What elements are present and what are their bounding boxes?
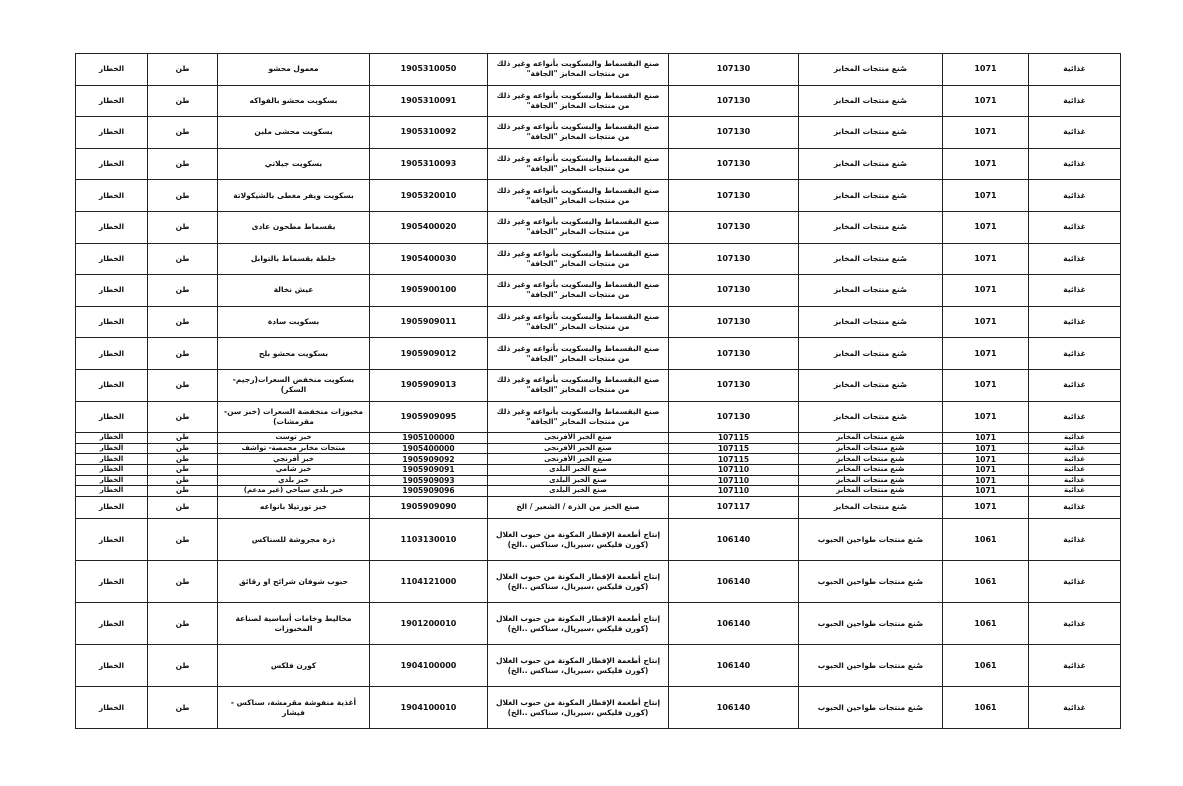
sector-cell: غذائية (1029, 117, 1121, 149)
sector-cell: غذائية (1029, 433, 1121, 444)
activity-cell: صنع البقسماط والبسكويت بأنواعه وغير ذلك من منتجات المخابز "الجافة" (488, 338, 669, 370)
isic-code-cell: 1071 (943, 433, 1029, 444)
table-row (76, 433, 1121, 444)
unit-cell: طن (148, 433, 218, 444)
product-cell: بسكويت محشو بالفواكه (218, 85, 370, 117)
table-row (76, 148, 1121, 180)
table-row (76, 338, 1121, 370)
exclusion-cell: الخطار (76, 117, 148, 149)
unit-cell: طن (148, 117, 218, 149)
hs-code-cell: 1905909013 (370, 369, 488, 401)
sector-cell: غذائية (1029, 180, 1121, 212)
activity-cell: صنع البقسماط والبسكويت بأنواعه وغير ذلك من منتجات المخابز "الجافة" (488, 211, 669, 243)
isic-code-cell: 1061 (943, 603, 1029, 645)
hs-code-cell: 1905400030 (370, 243, 488, 275)
sector-cell: غذائية (1029, 486, 1121, 497)
hs-code-cell: 1905909092 (370, 454, 488, 465)
unit-cell: طن (148, 338, 218, 370)
table-row (76, 180, 1121, 212)
isic-code-cell: 1071 (943, 401, 1029, 433)
isic-code-cell: 1071 (943, 54, 1029, 86)
isic-desc-cell: صُنع منتجات المخابز (799, 401, 943, 433)
product-cell: بسكويت جيلاتي (218, 148, 370, 180)
hs-code-cell: 1904100000 (370, 645, 488, 687)
exclusion-cell: الخطار (76, 519, 148, 561)
isic-code-cell: 1071 (943, 117, 1029, 149)
exclusion-cell: الخطار (76, 475, 148, 486)
isic-desc-cell: صُنع منتجات المخابز (799, 464, 943, 475)
activity-code-cell: 107130 (669, 275, 799, 307)
table-row (76, 306, 1121, 338)
product-cell: بسكويت محشو بلح (218, 338, 370, 370)
industrial-products-table (75, 53, 1121, 729)
hs-code-cell: 1905310093 (370, 148, 488, 180)
isic-desc-cell: صُنع منتجات طواحين الحبوب (799, 687, 943, 729)
activity-code-cell: 107130 (669, 148, 799, 180)
exclusion-cell: الخطار (76, 85, 148, 117)
sector-cell: غذائية (1029, 687, 1121, 729)
activity-code-cell: 107130 (669, 85, 799, 117)
activity-code-cell: 106140 (669, 645, 799, 687)
sector-cell: غذائية (1029, 496, 1121, 519)
unit-cell: طن (148, 211, 218, 243)
unit-cell: طن (148, 687, 218, 729)
activity-code-cell: 107110 (669, 486, 799, 497)
isic-desc-cell: صُنع منتجات المخابز (799, 338, 943, 370)
unit-cell: طن (148, 603, 218, 645)
exclusion-cell: الخطار (76, 486, 148, 497)
activity-code-cell: 107130 (669, 401, 799, 433)
isic-desc-cell: صُنع منتجات المخابز (799, 54, 943, 86)
unit-cell: طن (148, 475, 218, 486)
isic-code-cell: 1061 (943, 645, 1029, 687)
activity-code-cell: 107115 (669, 443, 799, 454)
activity-code-cell: 106140 (669, 519, 799, 561)
sector-cell: غذائية (1029, 148, 1121, 180)
product-cell: أغذية منفوشة مقرمشة، سناكس - فيشار (218, 687, 370, 729)
isic-desc-cell: صُنع منتجات المخابز (799, 117, 943, 149)
product-cell: ذرة مجروشة للسناكس (218, 519, 370, 561)
product-cell: بقسماط مطحون عادى (218, 211, 370, 243)
exclusion-cell: الخطار (76, 496, 148, 519)
table-row (76, 486, 1121, 497)
exclusion-cell: الخطار (76, 211, 148, 243)
table-row (76, 561, 1121, 603)
isic-code-cell: 1071 (943, 338, 1029, 370)
activity-cell: صنع البقسماط والبسكويت بأنواعه وغير ذلك من منتجات المخابز "الجافة" (488, 148, 669, 180)
product-cell: خبز توست (218, 433, 370, 444)
hs-code-cell: 1901200010 (370, 603, 488, 645)
activity-code-cell: 107115 (669, 454, 799, 465)
exclusion-cell: الخطار (76, 603, 148, 645)
isic-desc-cell: صُنع منتجات المخابز (799, 180, 943, 212)
isic-desc-cell: صُنع منتجات طواحين الحبوب (799, 603, 943, 645)
sector-cell: غذائية (1029, 275, 1121, 307)
isic-desc-cell: صُنع منتجات المخابز (799, 369, 943, 401)
table-row (76, 454, 1121, 465)
table-row (76, 243, 1121, 275)
isic-code-cell: 1061 (943, 519, 1029, 561)
isic-code-cell: 1071 (943, 475, 1029, 486)
isic-desc-cell: صُنع منتجات المخابز (799, 496, 943, 519)
activity-code-cell: 107130 (669, 306, 799, 338)
activity-cell: صنع البقسماط والبسكويت بأنواعه وغير ذلك من منتجات المخابز "الجافة" (488, 401, 669, 433)
activity-cell: صنع الخبز البلدى (488, 486, 669, 497)
activity-cell: صنع الخبز الأفرنجى (488, 443, 669, 454)
product-cell: منتجات مخابز محمصة- تواشف (218, 443, 370, 454)
isic-code-cell: 1071 (943, 454, 1029, 465)
product-cell: مخاليط وخامات أساسية لصناعة المخبوزات (218, 603, 370, 645)
hs-code-cell: 1905909096 (370, 486, 488, 497)
unit-cell: طن (148, 401, 218, 433)
isic-desc-cell: صُنع منتجات المخابز (799, 486, 943, 497)
exclusion-cell: الخطار (76, 687, 148, 729)
sector-cell: غذائية (1029, 475, 1121, 486)
exclusion-cell: الخطار (76, 645, 148, 687)
unit-cell: طن (148, 519, 218, 561)
unit-cell: طن (148, 148, 218, 180)
table-row (76, 475, 1121, 486)
unit-cell: طن (148, 561, 218, 603)
hs-code-cell: 1904100010 (370, 687, 488, 729)
exclusion-cell: الخطار (76, 464, 148, 475)
sector-cell: غذائية (1029, 85, 1121, 117)
sector-cell: غذائية (1029, 464, 1121, 475)
activity-cell: صنع البقسماط والبسكويت بأنواعه وغير ذلك من منتجات المخابز "الجافة" (488, 306, 669, 338)
activity-code-cell: 107130 (669, 54, 799, 86)
table-row (76, 443, 1121, 454)
activity-cell: صنع البقسماط والبسكويت بأنواعه وغير ذلك من منتجات المخابز "الجافة" (488, 369, 669, 401)
hs-code-cell: 1104121000 (370, 561, 488, 603)
exclusion-cell: الخطار (76, 401, 148, 433)
isic-code-cell: 1071 (943, 443, 1029, 454)
activity-cell: إنتاج أطعمة الإفطار المكونة من حبوب الغلال (كورن فليكس ،سيريال، سناكس ..الخ) (488, 603, 669, 645)
table-row (76, 603, 1121, 645)
activity-code-cell: 106140 (669, 687, 799, 729)
isic-code-cell: 1071 (943, 243, 1029, 275)
exclusion-cell: الخطار (76, 275, 148, 307)
isic-desc-cell: صُنع منتجات المخابز (799, 306, 943, 338)
hs-code-cell: 1905909011 (370, 306, 488, 338)
product-cell: عيش نخالة (218, 275, 370, 307)
product-cell: معمول محشو (218, 54, 370, 86)
activity-cell: صنع الخبز الأفرنجى (488, 433, 669, 444)
exclusion-cell: الخطار (76, 180, 148, 212)
isic-desc-cell: صُنع منتجات المخابز (799, 243, 943, 275)
activity-cell: صنع الخبز من الذرة / الشعير / الخ (488, 496, 669, 519)
hs-code-cell: 1905310092 (370, 117, 488, 149)
product-cell: بسكويت منخفض السعرات(رجيم- السكر) (218, 369, 370, 401)
exclusion-cell: الخطار (76, 443, 148, 454)
table-row (76, 117, 1121, 149)
sector-cell: غذائية (1029, 454, 1121, 465)
unit-cell: طن (148, 464, 218, 475)
isic-code-cell: 1071 (943, 211, 1029, 243)
activity-cell: صنع الخبز البلدى (488, 464, 669, 475)
activity-cell: صنع البقسماط والبسكويت بأنواعه وغير ذلك من منتجات المخابز "الجافة" (488, 117, 669, 149)
activity-cell: صنع البقسماط والبسكويت بأنواعه وغير ذلك من منتجات المخابز "الجافة" (488, 243, 669, 275)
isic-code-cell: 1071 (943, 306, 1029, 338)
hs-code-cell: 1905400000 (370, 443, 488, 454)
isic-code-cell: 1071 (943, 496, 1029, 519)
hs-code-cell: 1905909090 (370, 496, 488, 519)
activity-code-cell: 106140 (669, 561, 799, 603)
product-cell: خبز شامي (218, 464, 370, 475)
product-cell: خبز تورتيلا بانواعه (218, 496, 370, 519)
table-row (76, 519, 1121, 561)
hs-code-cell: 1905400020 (370, 211, 488, 243)
table-row (76, 496, 1121, 519)
table-row (76, 211, 1121, 243)
activity-cell: صنع الخبز البلدى (488, 475, 669, 486)
unit-cell: طن (148, 443, 218, 454)
hs-code-cell: 1905100000 (370, 433, 488, 444)
unit-cell: طن (148, 645, 218, 687)
exclusion-cell: الخطار (76, 433, 148, 444)
isic-desc-cell: صُنع منتجات طواحين الحبوب (799, 561, 943, 603)
activity-code-cell: 106140 (669, 603, 799, 645)
table-row (76, 54, 1121, 86)
sector-cell: غذائية (1029, 603, 1121, 645)
hs-code-cell: 1905909091 (370, 464, 488, 475)
activity-code-cell: 107117 (669, 496, 799, 519)
isic-desc-cell: صُنع منتجات المخابز (799, 211, 943, 243)
sector-cell: غذائية (1029, 561, 1121, 603)
isic-desc-cell: صُنع منتجات المخابز (799, 148, 943, 180)
table-row (76, 687, 1121, 729)
activity-cell: إنتاج أطعمة الإفطار المكونة من حبوب الغلال (كورن فليكس ،سيريال، سناكس ..الخ) (488, 687, 669, 729)
product-cell: خبز بلدي (218, 475, 370, 486)
hs-code-cell: 1905310050 (370, 54, 488, 86)
exclusion-cell: الخطار (76, 369, 148, 401)
hs-code-cell: 1905900100 (370, 275, 488, 307)
product-cell: بسكويت ويفر مغطى بالشيكولاتة (218, 180, 370, 212)
unit-cell: طن (148, 496, 218, 519)
activity-cell: صنع البقسماط والبسكويت بأنواعه وغير ذلك من منتجات المخابز "الجافة" (488, 85, 669, 117)
product-cell: كورن فلكس (218, 645, 370, 687)
product-cell: مخبوزات منخفضة السعرات (خبز سن- مقرمشات) (218, 401, 370, 433)
activity-code-cell: 107110 (669, 464, 799, 475)
isic-code-cell: 1071 (943, 85, 1029, 117)
hs-code-cell: 1905320010 (370, 180, 488, 212)
isic-desc-cell: صُنع منتجات طواحين الحبوب (799, 645, 943, 687)
activity-cell: إنتاج أطعمة الإفطار المكونة من حبوب الغلال (كورن فليكس ،سيريال، سناكس ..الخ) (488, 645, 669, 687)
product-cell: حبوب شوفان شرائح او رقائق (218, 561, 370, 603)
hs-code-cell: 1103130010 (370, 519, 488, 561)
activity-code-cell: 107115 (669, 433, 799, 444)
activity-code-cell: 107130 (669, 180, 799, 212)
table-body (76, 54, 1121, 729)
exclusion-cell: الخطار (76, 338, 148, 370)
sector-cell: غذائية (1029, 369, 1121, 401)
hs-code-cell: 1905909095 (370, 401, 488, 433)
exclusion-cell: الخطار (76, 148, 148, 180)
hs-code-cell: 1905310091 (370, 85, 488, 117)
sector-cell: غذائية (1029, 519, 1121, 561)
activity-code-cell: 107130 (669, 338, 799, 370)
activity-code-cell: 107130 (669, 243, 799, 275)
sector-cell: غذائية (1029, 645, 1121, 687)
isic-code-cell: 1061 (943, 561, 1029, 603)
activity-code-cell: 107130 (669, 117, 799, 149)
isic-desc-cell: صُنع منتجات المخابز (799, 85, 943, 117)
sector-cell: غذائية (1029, 306, 1121, 338)
activity-code-cell: 107110 (669, 475, 799, 486)
activity-cell: صنع الخبز الأفرنجى (488, 454, 669, 465)
unit-cell: طن (148, 85, 218, 117)
isic-desc-cell: صُنع منتجات المخابز (799, 443, 943, 454)
activity-cell: إنتاج أطعمة الإفطار المكونة من حبوب الغلال (كورن فليكس ،سيريال، سناكس ..الخ) (488, 561, 669, 603)
isic-desc-cell: صُنع منتجات طواحين الحبوب (799, 519, 943, 561)
unit-cell: طن (148, 486, 218, 497)
product-cell: خبز بلدي سياحي (غير مدعم) (218, 486, 370, 497)
product-cell: خلطة بقسماط بالتوابل (218, 243, 370, 275)
product-cell: بسكويت سادة (218, 306, 370, 338)
sector-cell: غذائية (1029, 401, 1121, 433)
unit-cell: طن (148, 180, 218, 212)
exclusion-cell: الخطار (76, 306, 148, 338)
exclusion-cell: الخطار (76, 561, 148, 603)
table-row (76, 369, 1121, 401)
isic-desc-cell: صُنع منتجات المخابز (799, 275, 943, 307)
table-row (76, 275, 1121, 307)
unit-cell: طن (148, 275, 218, 307)
product-cell: خبز أفرنجي (218, 454, 370, 465)
isic-desc-cell: صُنع منتجات المخابز (799, 475, 943, 486)
isic-code-cell: 1071 (943, 369, 1029, 401)
sector-cell: غذائية (1029, 211, 1121, 243)
isic-code-cell: 1071 (943, 275, 1029, 307)
exclusion-cell: الخطار (76, 243, 148, 275)
hs-code-cell: 1905909012 (370, 338, 488, 370)
activity-cell: إنتاج أطعمة الإفطار المكونة من حبوب الغلال (كورن فليكس ،سيريال، سناكس ..الخ) (488, 519, 669, 561)
unit-cell: طن (148, 243, 218, 275)
activity-cell: صنع البقسماط والبسكويت بأنواعه وغير ذلك من منتجات المخابز "الجافة" (488, 54, 669, 86)
isic-code-cell: 1071 (943, 464, 1029, 475)
exclusion-cell: الخطار (76, 54, 148, 86)
isic-code-cell: 1071 (943, 486, 1029, 497)
activity-cell: صنع البقسماط والبسكويت بأنواعه وغير ذلك من منتجات المخابز "الجافة" (488, 275, 669, 307)
isic-desc-cell: صُنع منتجات المخابز (799, 433, 943, 444)
isic-desc-cell: صُنع منتجات المخابز (799, 454, 943, 465)
activity-cell: صنع البقسماط والبسكويت بأنواعه وغير ذلك من منتجات المخابز "الجافة" (488, 180, 669, 212)
activity-code-cell: 107130 (669, 211, 799, 243)
isic-code-cell: 1061 (943, 687, 1029, 729)
table-row (76, 464, 1121, 475)
unit-cell: طن (148, 369, 218, 401)
unit-cell: طن (148, 306, 218, 338)
hs-code-cell: 1905909093 (370, 475, 488, 486)
unit-cell: طن (148, 54, 218, 86)
sector-cell: غذائية (1029, 443, 1121, 454)
sector-cell: غذائية (1029, 243, 1121, 275)
sector-cell: غذائية (1029, 54, 1121, 86)
unit-cell: طن (148, 454, 218, 465)
sector-cell: غذائية (1029, 338, 1121, 370)
isic-code-cell: 1071 (943, 180, 1029, 212)
table-row (76, 401, 1121, 433)
activity-code-cell: 107130 (669, 369, 799, 401)
isic-code-cell: 1071 (943, 148, 1029, 180)
exclusion-cell: الخطار (76, 454, 148, 465)
product-cell: بسكويت محشى ملبن (218, 117, 370, 149)
table-row (76, 645, 1121, 687)
table-row (76, 85, 1121, 117)
